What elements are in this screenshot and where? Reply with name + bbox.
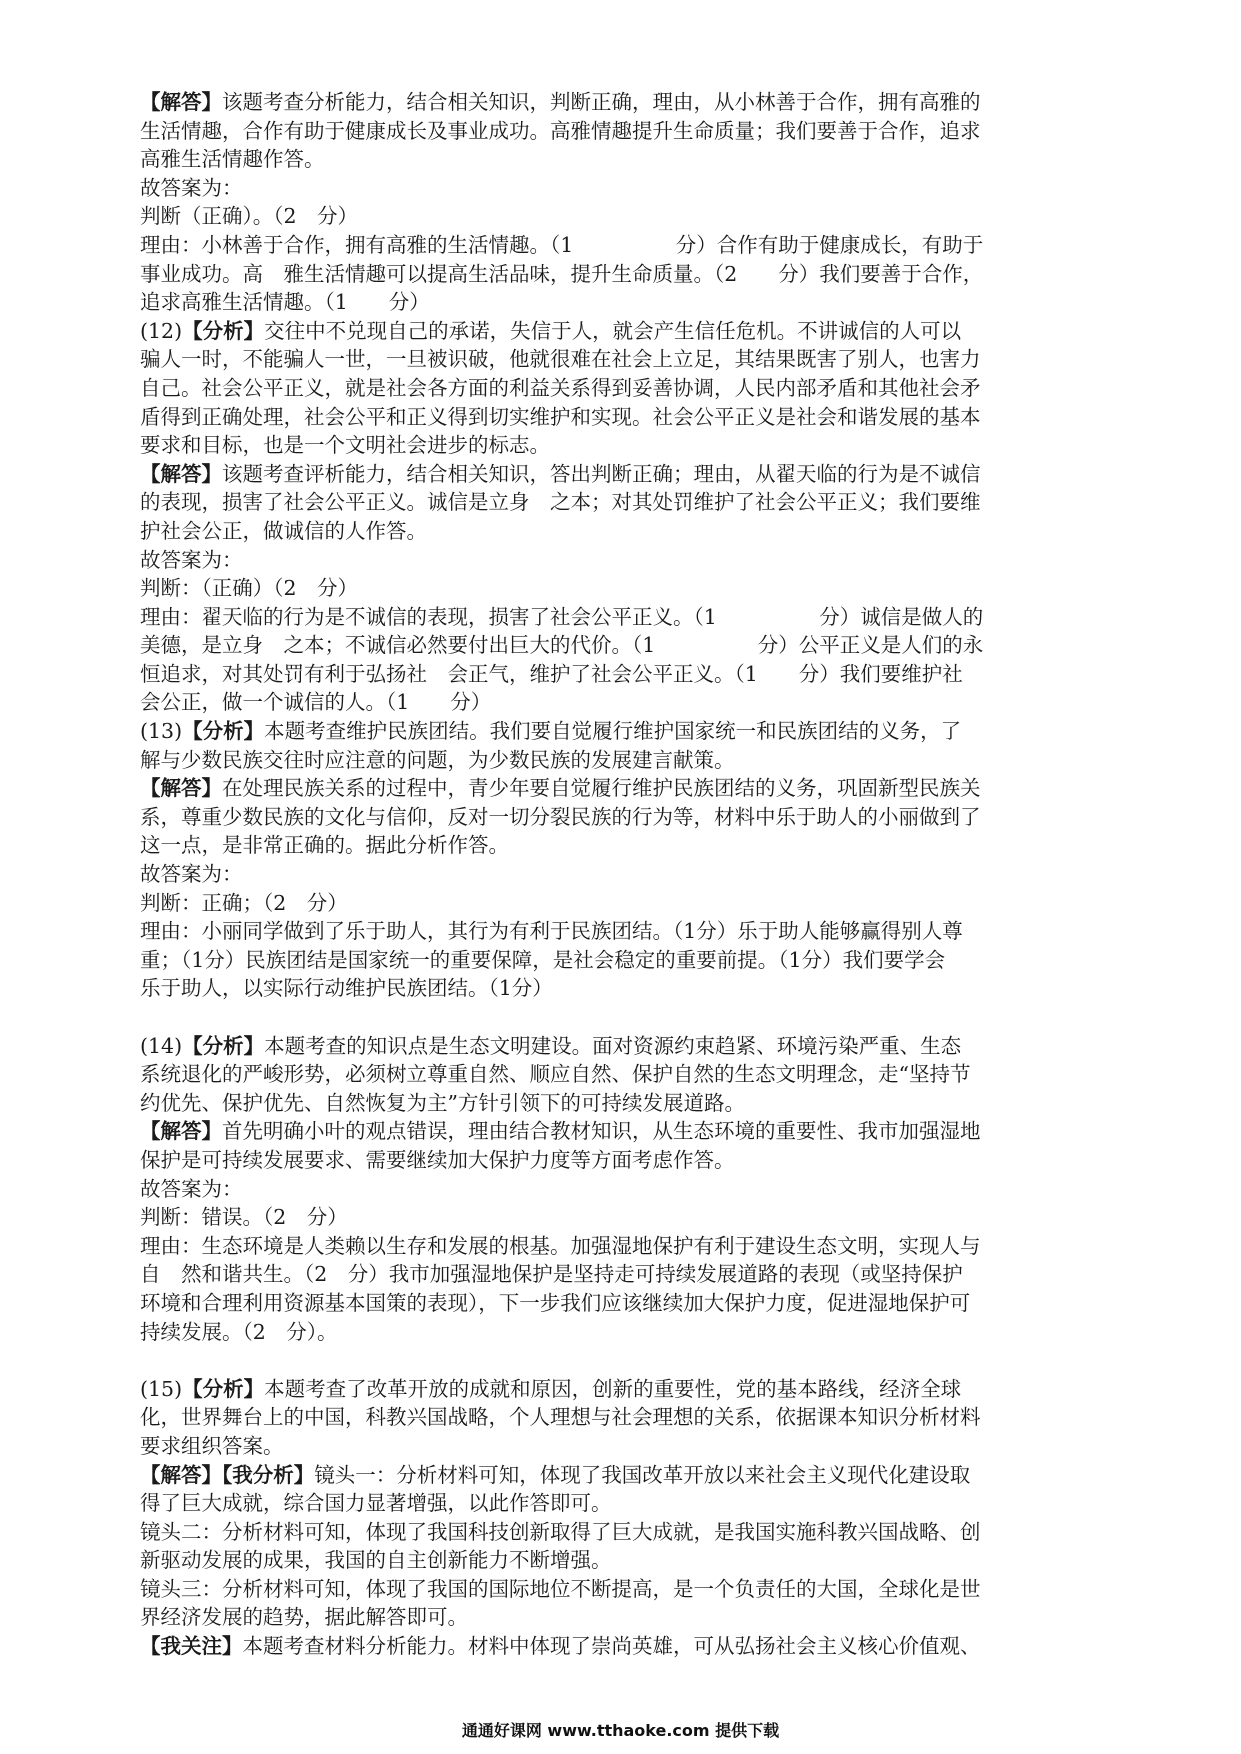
text-line xyxy=(140,145,1100,174)
bold-label: 【解答】 xyxy=(140,90,222,114)
text-line xyxy=(140,460,1100,489)
text-run: 美德，是立身 之本；不诚信必然要付出巨大的代价。（1 分）公平正义是人们的永 xyxy=(140,633,984,658)
text-line xyxy=(140,717,1100,746)
text-line xyxy=(140,889,1100,918)
text-line xyxy=(140,1489,1100,1518)
text-line xyxy=(140,946,1100,975)
bold-label: 【分析】 xyxy=(182,719,265,744)
text-line xyxy=(140,88,1100,117)
text-run: 镜头二：分析材料可知，体现了我国科技创新取得了巨大成就，是我国实施科教兴国战略、创 xyxy=(140,1519,981,1544)
text-run: 的表现，损害了社会公平正义。诚信是立身 之本；对其处罚维护了社会公平正义；我们要维 xyxy=(140,490,981,515)
text-run: 判断：正确；（2 分） xyxy=(140,890,348,915)
text-line xyxy=(140,831,1100,860)
text-run: 恒追求，对其处罚有利于弘扬社 会正气，维护了社会公平正义。（1 分）我们要维护社 xyxy=(140,661,963,686)
text-line xyxy=(140,1146,1100,1175)
text-line xyxy=(140,1318,1100,1347)
text-run: 判断：（正确）（2 分） xyxy=(140,576,359,601)
text-line xyxy=(140,1632,1100,1661)
text-line xyxy=(140,860,1100,889)
text-run: 会公正，做一个诚信的人。（1 分） xyxy=(140,690,492,715)
text-line xyxy=(140,403,1100,432)
text-line xyxy=(140,603,1100,632)
text-run: 骗人一时，不能骗人一世，一旦被识破，他就很难在社会上立足，其结果既害了别人，也害力 xyxy=(140,347,981,372)
text-run: 保护是可持续发展要求、需要继续加大保护力度等方面考虑作答。 xyxy=(140,1147,735,1172)
text-run: 本题考查材料分析能力。材料中体现了崇尚英雄，可从弘扬社会主义核心价值观、 xyxy=(242,1634,981,1659)
text-run: 理由：小丽同学做到了乐于助人，其行为有利于民族团结。（1分）乐于助人能够赢得别人尊 xyxy=(140,919,963,944)
text-run: (12) xyxy=(140,318,183,343)
text-run: 本题考查维护民族团结。我们要自觉履行维护国家统一和民族团结的义务，了 xyxy=(264,719,962,744)
bold-label: 【分析】 xyxy=(182,1376,265,1401)
text-line xyxy=(140,1575,1100,1604)
text-run: 持续发展。（2 分）。 xyxy=(140,1319,338,1344)
text-line xyxy=(140,1089,1100,1118)
text-line xyxy=(140,1117,1100,1146)
text-line xyxy=(140,517,1100,546)
text-run: 化，世界舞台上的中国，科教兴国战略，个人理想与社会理想的关系，依据课本知识分析材料 xyxy=(140,1405,981,1430)
text-line xyxy=(140,431,1100,460)
text-run: (15) xyxy=(140,1376,183,1401)
text-run: 这一点，是非常正确的。据此分析作答。 xyxy=(140,833,509,858)
text-run: 环境和合理利用资源基本国策的表现），下一步我们应该继续加大保护力度，促进湿地保护可 xyxy=(140,1290,971,1315)
text-line xyxy=(140,117,1100,146)
bold-label: 【解答】【我分析】 xyxy=(140,1462,315,1487)
text-run: 该题考查评析能力，结合相关知识，答出判断正确；理由，从翟天临的行为是不诚信 xyxy=(222,461,981,486)
text-line xyxy=(140,1289,1100,1318)
text-run: 得了巨大成就，综合国力显著增强，以此作答即可。 xyxy=(140,1491,612,1516)
text-run: 解与少数民族交往时应注意的问题，为少数民族的发展建言献策。 xyxy=(140,747,735,772)
text-line xyxy=(140,746,1100,775)
text-run: 判断（正确）。（2 分） xyxy=(140,204,359,229)
text-run: 镜头三：分析材料可知，体现了我国的国际地位不断提高，是一个负责任的大国，全球化是世 xyxy=(140,1576,981,1601)
text-line xyxy=(140,774,1100,803)
text-run: 事业成功。高 雅生活情趣可以提高生活品味，提升生命质量。（2 分）我们要善于合作， xyxy=(140,261,984,286)
text-line xyxy=(140,345,1100,374)
text-line xyxy=(140,1175,1100,1204)
text-line xyxy=(140,1546,1100,1575)
text-line xyxy=(140,1432,1100,1461)
text-line xyxy=(140,1032,1100,1061)
text-run: 首先明确小叶的观点错误，理由结合教材知识，从生态环境的重要性、我市加强湿地 xyxy=(222,1119,981,1144)
text-run: 乐于助人，以实际行动维护民族团结。（1分） xyxy=(140,976,553,1001)
text-run: 约优先、保护优先、自然恢复为主”方针引领下的可持续发展道路。 xyxy=(140,1090,745,1115)
text-line xyxy=(140,174,1100,203)
text-line xyxy=(140,317,1100,346)
text-line xyxy=(140,488,1100,517)
text-run: 要求组织答案。 xyxy=(140,1433,284,1458)
text-line xyxy=(140,688,1100,717)
bold-label: 【分析】 xyxy=(182,318,265,343)
text-run: 生活情趣，合作有助于健康成长及事业成功。高雅情趣提升生命质量；我们要善于合作，追求 xyxy=(140,118,981,143)
bold-label: 【解答】 xyxy=(140,776,222,801)
text-run: 该题考查分析能力，结合相关知识，判断正确，理由，从小林善于合作，拥有高雅的 xyxy=(222,90,981,114)
text-run: 界经济发展的趋势，据此解答即可。 xyxy=(140,1605,468,1630)
text-line xyxy=(140,546,1100,575)
text-run: 判断：错误。（2 分） xyxy=(140,1205,348,1230)
text-run: 自 然和谐共生。（2 分）我市加强湿地保护是坚持走可持续发展道路的表现（或坚持保护 xyxy=(140,1262,963,1287)
text-run: 追求高雅生活情趣。（1 分） xyxy=(140,290,430,315)
text-run: 在处理民族关系的过程中，青少年要自觉履行维护民族团结的义务，巩固新型民族关 xyxy=(222,776,981,801)
text-line xyxy=(140,288,1100,317)
text-run: 本题考查的知识点是生态文明建设。面对资源约束趋紧、环境污染严重、生态 xyxy=(264,1033,962,1058)
text-line xyxy=(140,1232,1100,1261)
text-run: 理由：生态环境是人类赖以生存和发展的根基。加强湿地保护有利于建设生态文明，实现人与 xyxy=(140,1233,981,1258)
text-run: 交往中不兑现自己的承诺，失信于人，就会产生信任危机。不讲诚信的人可以 xyxy=(264,318,962,343)
text-run: 要求和目标，也是一个文明社会进步的标志。 xyxy=(140,433,550,458)
text-line xyxy=(140,1260,1100,1289)
text-run: (14) xyxy=(140,1033,183,1058)
text-run: 故答案为： xyxy=(140,862,243,887)
text-line xyxy=(140,202,1100,231)
bold-label: 【我关注】 xyxy=(140,1634,243,1659)
text-run: 高雅生活情趣作答。 xyxy=(140,147,325,172)
text-run: 镜头一：分析材料可知，体现了我国改革开放以来社会主义现代化建设取 xyxy=(314,1462,971,1487)
text-run: 新驱动发展的成果，我国的自主创新能力不断增强。 xyxy=(140,1548,612,1573)
blank-line xyxy=(140,1346,1100,1375)
text-run: 故答案为： xyxy=(140,547,243,572)
text-run: 系统退化的严峻形势，必须树立尊重自然、顺应自然、保护自然的生态文明理念，走“坚持节 xyxy=(140,1062,971,1087)
text-line xyxy=(140,1518,1100,1547)
text-line xyxy=(140,231,1100,260)
text-run: 理由：小林善于合作，拥有高雅的生活情趣。（1 分）合作有助于健康成长，有助于 xyxy=(140,232,984,257)
page-footer: 通通好课网 www.tthaoke.com 提供下载 xyxy=(461,1721,780,1740)
text-line xyxy=(140,574,1100,603)
text-run: 重；（1分）民族团结是国家统一的重要保障，是社会稳定的重要前提。（1分）我们要学会 xyxy=(140,947,946,972)
text-run: 盾得到正确处理，社会公平和正义得到切实维护和实现。社会公平正义是社会和谐发展的基本 xyxy=(140,404,981,429)
text-line xyxy=(140,1403,1100,1432)
text-run: 故答案为： xyxy=(140,1176,243,1201)
text-line xyxy=(140,1375,1100,1404)
document-body xyxy=(140,88,1100,1661)
bold-label: 【解答】 xyxy=(140,1119,222,1144)
blank-line xyxy=(140,1003,1100,1032)
text-line xyxy=(140,374,1100,403)
text-run: 理由：翟天临的行为是不诚信的表现，损害了社会公平正义。（1 分）诚信是做人的 xyxy=(140,604,984,629)
text-line xyxy=(140,660,1100,689)
bold-label: 【解答】 xyxy=(140,461,222,486)
text-run: 故答案为： xyxy=(140,175,243,200)
text-line xyxy=(140,631,1100,660)
text-line xyxy=(140,803,1100,832)
text-line xyxy=(140,1060,1100,1089)
text-run: (13) xyxy=(140,719,183,744)
text-line xyxy=(140,917,1100,946)
text-run: 自己。社会公平正义，就是社会各方面的利益关系得到妥善协调，人民内部矛盾和其他社会矛 xyxy=(140,375,981,400)
text-run: 本题考查了改革开放的成就和原因，创新的重要性，党的基本路线，经济全球 xyxy=(264,1376,962,1401)
text-line xyxy=(140,1603,1100,1632)
text-run: 系，尊重少数民族的文化与信仰，反对一切分裂民族的行为等，材料中乐于助人的小丽做到了 xyxy=(140,804,981,829)
text-line xyxy=(140,974,1100,1003)
text-line xyxy=(140,1461,1100,1490)
text-run: 护社会公正，做诚信的人作答。 xyxy=(140,518,427,543)
text-line xyxy=(140,260,1100,289)
text-line xyxy=(140,1203,1100,1232)
bold-label: 【分析】 xyxy=(182,1033,265,1058)
